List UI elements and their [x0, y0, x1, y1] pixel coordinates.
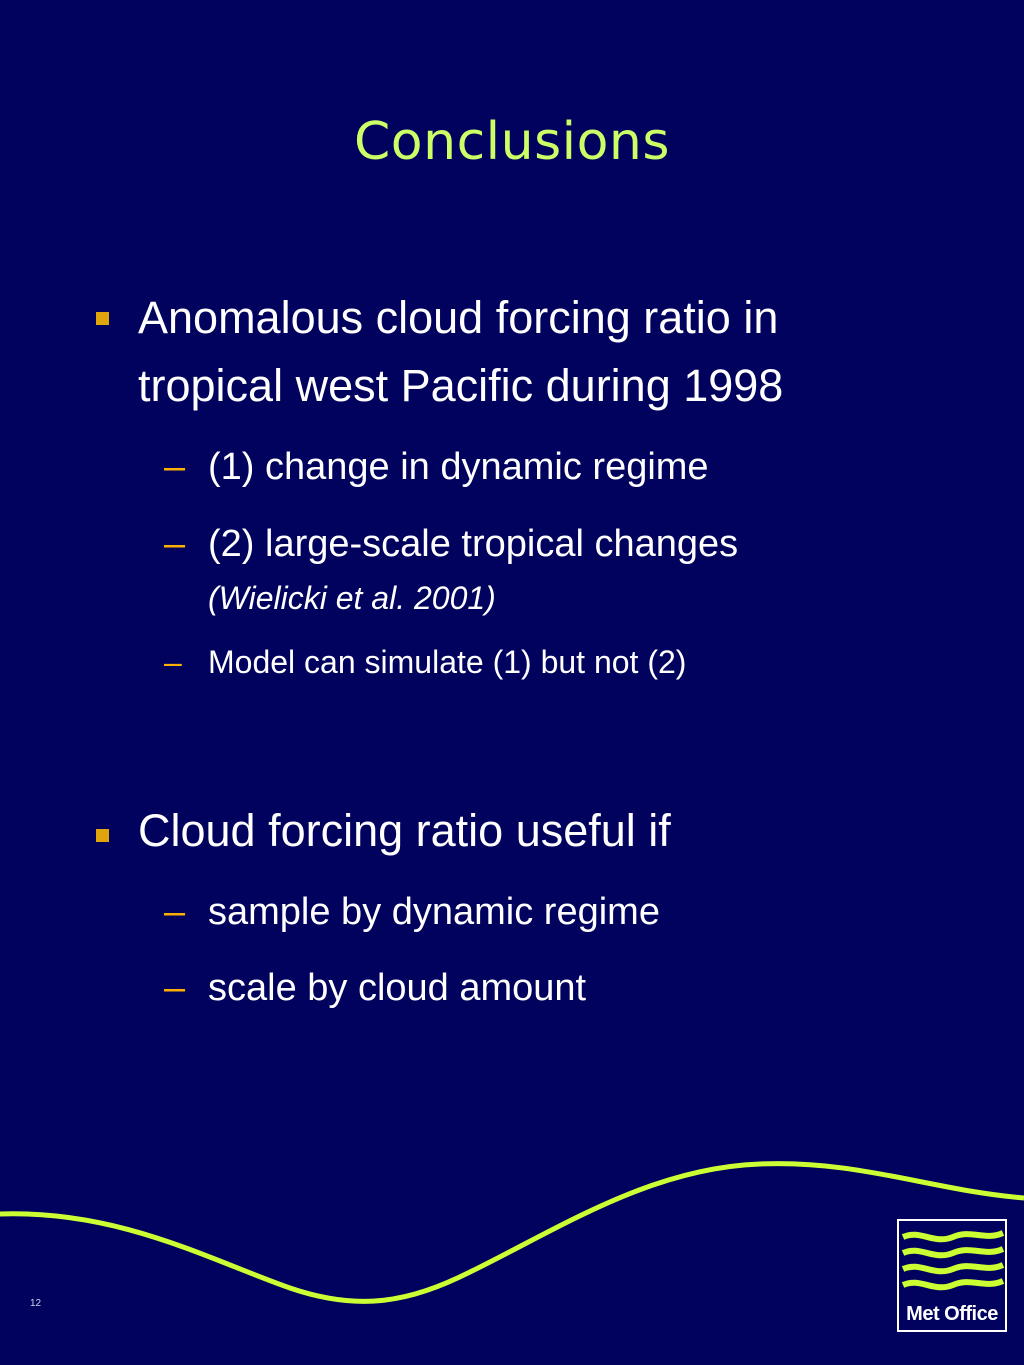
dash-marker: –	[164, 644, 182, 680]
bullet-2-line-1: Cloud forcing ratio useful if	[138, 805, 671, 856]
dash-marker: –	[164, 523, 186, 565]
dash-marker: –	[164, 446, 186, 488]
bullet-1-line-1: Anomalous cloud forcing ratio in	[138, 292, 779, 343]
sub-item: (2) large-scale tropical changes	[208, 523, 739, 565]
bullet-1-line-2: tropical west Pacific during 1998	[138, 360, 784, 411]
sub-item: Model can simulate (1) but not (2)	[208, 644, 687, 680]
decorative-wave	[0, 1140, 1024, 1365]
bullet-marker	[96, 829, 109, 842]
sub-item: (1) change in dynamic regime	[208, 446, 709, 488]
sub-item-citation: (Wielicki et al. 2001)	[208, 580, 496, 616]
sub-item: scale by cloud amount	[208, 967, 587, 1009]
met-office-wave-logo-icon	[899, 1223, 1005, 1299]
met-office-logo	[897, 1219, 1007, 1332]
dash-marker: –	[164, 967, 186, 1009]
page-number: 12	[30, 1298, 42, 1309]
dash-marker: –	[164, 891, 186, 933]
sub-item: sample by dynamic regime	[208, 891, 660, 933]
bullet-marker	[96, 312, 109, 325]
slide-title: Conclusions	[354, 112, 670, 172]
logo-text: Met Office	[906, 1303, 998, 1325]
